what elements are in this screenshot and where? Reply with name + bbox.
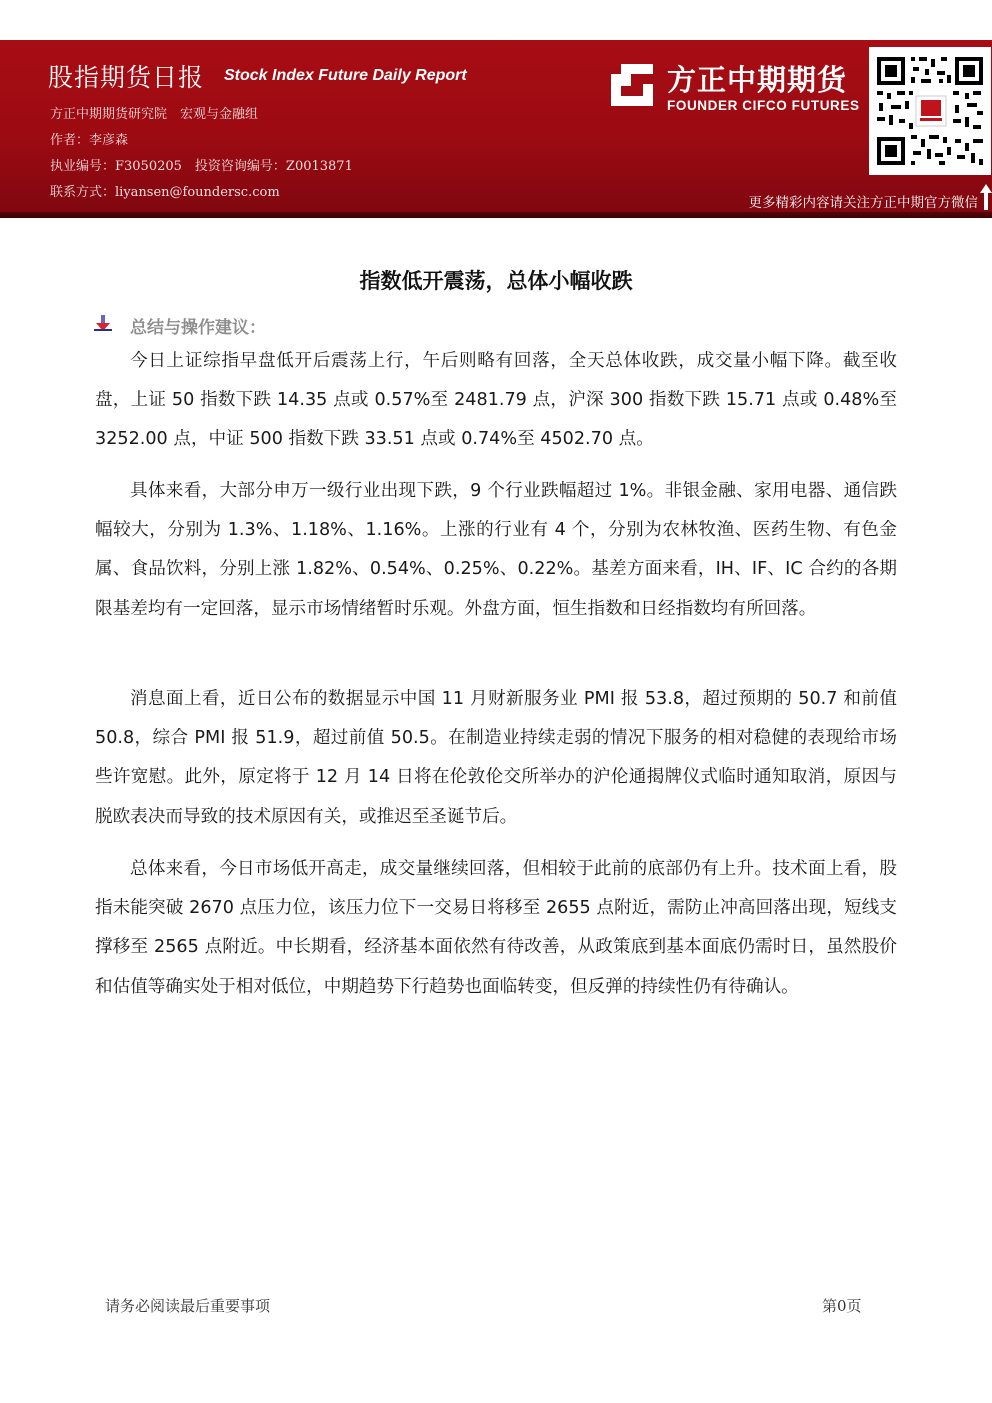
license-line: 执业编号：F3050205 投资咨询编号：Z0013871 [50,159,353,174]
author-line: 作者：李彦森 [50,133,129,148]
arrow-up-icon [980,184,992,210]
company-logo [607,58,862,128]
paragraph-2: 具体来看，大部分申万一级行业出现下跌，9 个行业跌幅超过 1%。非银金融、家用电器、通信跌幅较大，分别为 1.3%、1.18%、1.16%。上涨的行业有 4 个，分别为农林牧渔、医药生物、有色金属、食品饮料，分别上涨 1.82%、0.54%、0.25%、0.22%。基差方面来看，IH、IF、IC 合约的各期限基差均有一定回落，显示市场情绪暂时乐观。外盘方面，恒生指数和日经指数均有所回落。 [95,481,897,619]
paragraph-1: 今日上证综指早盘低开后震荡上行，午后则略有回落，全天总体收跌，成交量小幅下降。截至收盘，上证 50 指数下跌 14.35 点或 0.57%至 2481.79 点，沪深 300 指数下跌 15.71 点或 0.48%至 3252.00 点，中证 500 指数下跌 33.51 点或 0.74%至 4502.70 点。 [95,351,897,450]
wechat-follow-note: 更多精彩内容请关注方正中期官方微信 [748,195,978,211]
wechat-qr-code-icon [869,47,991,175]
paragraph-4: 总体来看，今日市场低开高走，成交量继续回落，但相较于此前的底部仍有上升。技术面上看，股指未能突破 2670 点压力位，该压力位下一交易日将移至 2655 点附近，需防止冲高回落出现，短线支撑移至 2565 点附近。中长期看，经济基本面依然有待改善，从政策底到基本面底仍需时日，虽然股价和估值等确实处于相对低位，中期趋势下行趋势也面临转变，但反弹的持续性仍有待确认。 [95,859,897,997]
footer-notice: 请务必阅读最后重要事项 [105,1297,271,1315]
section-label: 总结与操作建议： [130,318,266,338]
bullet-arrow-icon [94,315,112,333]
logo-mark-icon [607,60,657,110]
logo-text-cn: 方正中期期货 [667,63,848,97]
paragraph-3: 消息面上看，近日公布的数据显示中国 11 月财新服务业 PMI 报 53.8，超过预期的 50.7 和前值 50.8，综合 PMI 报 51.9，超过前值 50.5。在制造业持续走弱的情况下服务的相对稳健的表现给市场些许宽慰。此外，原定将于 12 月 14 日将在伦敦伦交所举办的沪伦通揭牌仪式临时通知取消，原因与脱欧表决而导致的技术原因有关，或推迟至圣诞节后。 [95,689,897,827]
header-bottom-band [0,212,992,218]
contact-line: 联系方式：liyansen@foundersc.com [50,185,280,200]
report-title-en: Stock Index Future Daily Report [224,67,467,84]
logo-text-en: FOUNDER CIFCO FUTURES [667,98,860,113]
report-title-cn: 股指期货日报 [48,63,205,92]
document-title: 指数低开震荡，总体小幅收跌 [359,269,633,293]
page-number: 第0页 [822,1297,862,1315]
institute-line: 方正中期期货研究院 宏观与金融组 [50,107,259,122]
report-header [0,40,992,218]
